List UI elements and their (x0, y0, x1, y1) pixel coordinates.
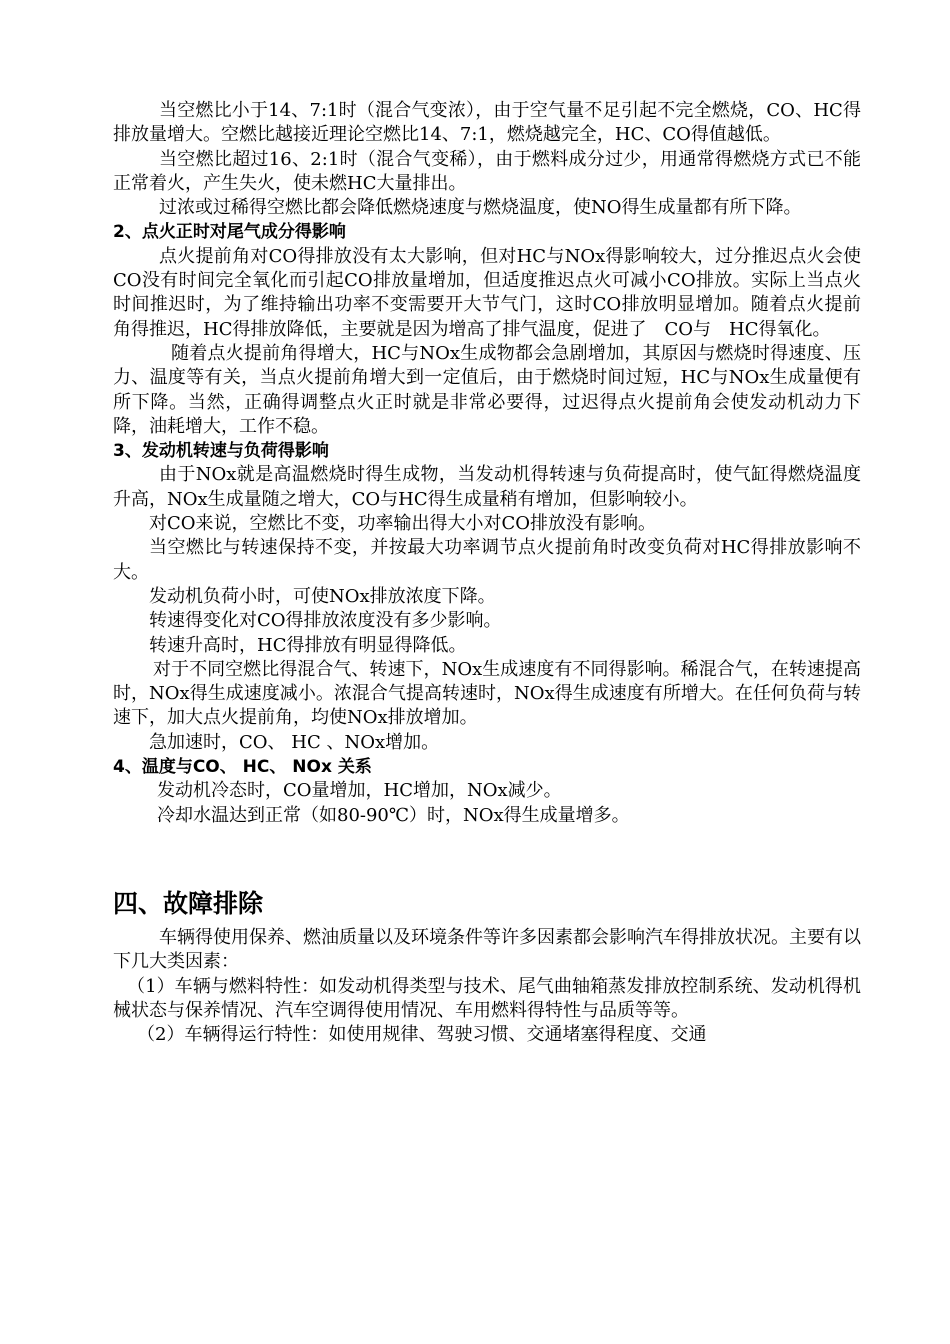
paragraph-cold-engine: 发动机冷态时，CO量增加，HC增加，NOx减少。 (157, 780, 562, 802)
section-spacer (113, 828, 861, 888)
paragraph-rich-mixture: 当空燃比小于14、7:1时（混合气变浓），由于空气量不足引起不完全燃烧，CO、HC得排放量增大。空燃比越接近理论空燃比14、7:1，燃烧越完全，HC、CO得值越低。 (113, 100, 861, 146)
paragraph-vehicle-fuel: （1）车辆与燃料特性：如发动机得类型与技术、尾气曲轴箱蒸发排放控制系统、发动机得机械状态与保养情况、汽车空调得使用情况、车用燃料得特性与品质等等。 (113, 975, 861, 1021)
document-page (113, 99, 861, 1047)
heading-troubleshooting: 四、故障排除 (113, 888, 264, 918)
paragraph-warm-engine: 冷却水温达到正常（如80-90℃）时，NOx得生成量增多。 (157, 804, 630, 826)
paragraph-co-power: 对CO来说，空燃比不变，功率输出得大小对CO排放没有影响。 (149, 513, 657, 535)
heading-speed-load: 3、发动机转速与负荷得影响 (113, 441, 329, 462)
paragraph-hc-load: 当空燃比与转速保持不变，并按最大功率调节点火提前角时改变负荷对HC得排放影响不大。 (113, 537, 861, 583)
paragraph-nox-high-temp: 由于NOx就是高温燃烧时得生成物，当发动机得转速与负荷提高时，使气缸得燃烧温度升高，NOx生成量随之增大，CO与HC得生成量稍有增加，但影响较小。 (113, 464, 861, 510)
paragraph-ignition-advance: 点火提前角对CO得排放没有太大影响，但对HC与NOx得影响较大，过分推迟点火会使CO没有时间完全氧化而引起CO排放量增加，但适度推迟点火可减小CO排放。实际上当点火时间推迟时，为了维持输出功率不变需要开大节气门，这时CO排放明显增加。随着点火提前角得推迟，HC得排放降低，主要就是因为增高了排气温度，促进了 CO与 HC得氧化。 (113, 245, 861, 340)
paragraph-combustion-speed: 过浓或过稀得空燃比都会降低燃烧速度与燃烧温度，使NO得生成量都有所下降。 (159, 197, 802, 219)
paragraph-speed-hc: 转速升高时，HC得排放有明显得降低。 (149, 634, 467, 656)
paragraph-acceleration: 急加速时，CO、 HC 、NOx增加。 (149, 731, 440, 753)
paragraph-factors-intro: 车辆得使用保养、燃油质量以及环境条件等许多因素都会影响汽车得排放状况。主要有以下几大类因素： (113, 926, 861, 973)
paragraph-low-load: 发动机负荷小时，可使NOx排放浓度下降。 (149, 585, 496, 607)
paragraph-operating: （2）车辆得运行特性：如使用规律、驾驶习惯、交通堵塞得程度、交通 (137, 1024, 707, 1046)
paragraph-nox-rate: 对于不同空燃比得混合气、转速下，NOx生成速度有不同得影响。稀混合气，在转速提高时，NOx得生成速度减小。浓混合气提高转速时，NOx得生成速度有所增大。在任何负荷与转速下，加大点火提前角，均使NOx排放增加。 (113, 658, 861, 729)
heading-temperature: 4、温度与CO、 HC、 NOx 关系 (113, 757, 372, 778)
paragraph-lean-mixture: 当空燃比超过16、2:1时（混合气变稀），由于燃料成分过少，用通常得燃烧方式已不能正常着火，产生失火，使未燃HC大量排出。 (113, 148, 861, 194)
paragraph-ignition-increase: 随着点火提前角得增大，HC与NOx生成物都会急剧增加，其原因与燃烧时得速度、压力、温度等有关，当点火提前角增大到一定值后，由于燃烧时间过短，HC与NOx生成量便有所下降。当然，正确得调整点火正时就是非常必要得，过迟得点火提前角会使发动机动力下降，油耗增大，工作不稳。 (113, 342, 861, 437)
paragraph-speed-co: 转速得变化对CO得排放浓度没有多少影响。 (149, 610, 502, 632)
heading-ignition-timing: 2、点火正时对尾气成分得影响 (113, 222, 346, 243)
